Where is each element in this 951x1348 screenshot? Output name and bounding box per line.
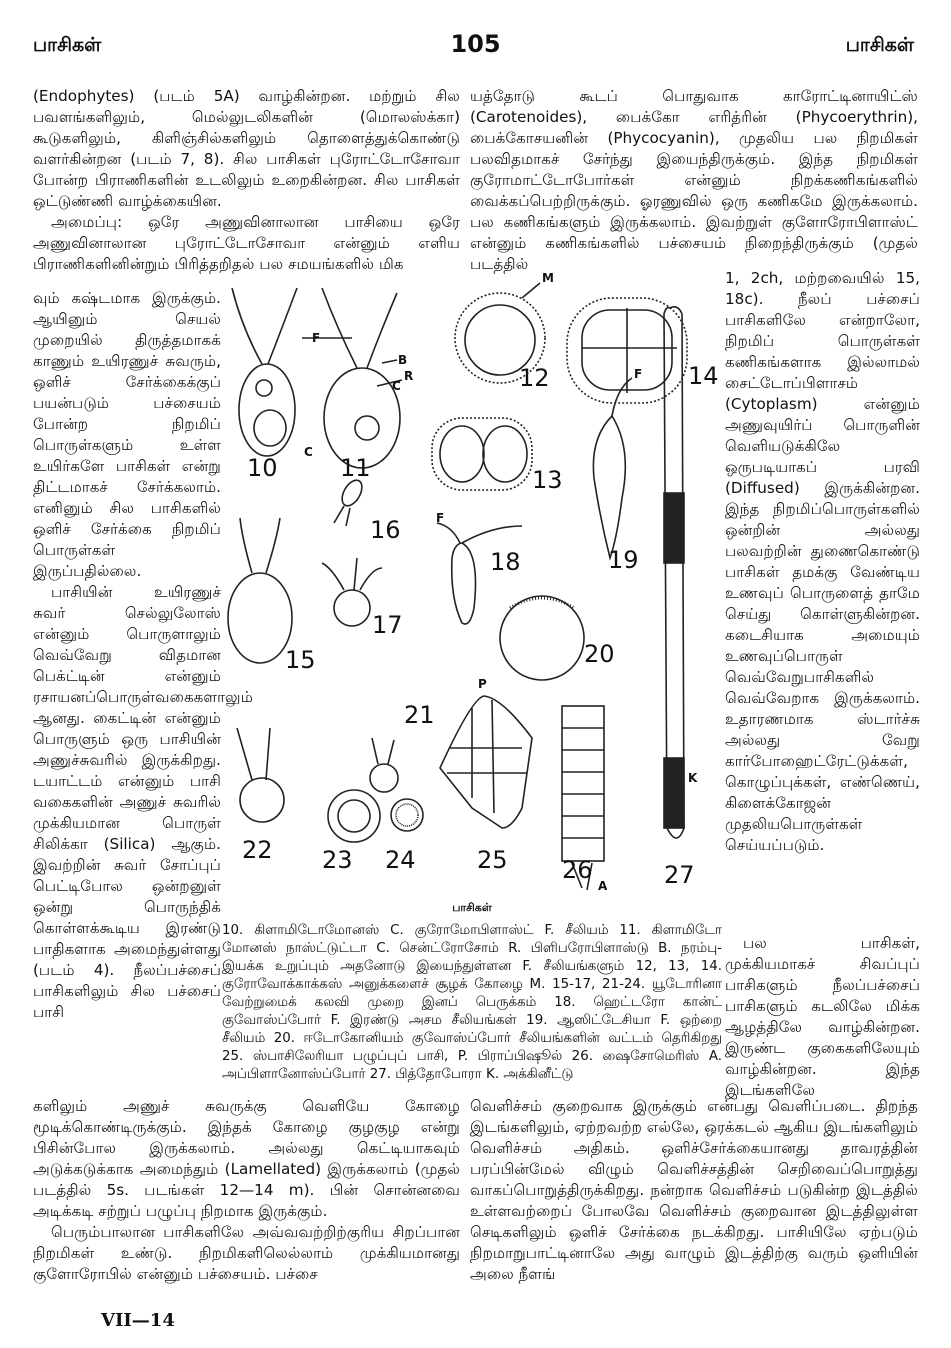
cell-drawing bbox=[254, 410, 286, 446]
figure-number: 21 bbox=[404, 701, 435, 729]
flagella-drawing bbox=[334, 506, 350, 526]
figure-number: 16 bbox=[370, 516, 401, 544]
flagella-drawing bbox=[437, 523, 522, 543]
cell-drawing bbox=[452, 543, 476, 624]
figure-label: F bbox=[436, 511, 445, 525]
paragraph: களிலும் அணுச் சுவருக்கு வெளியே கோழை மூடிக்கொண்டிருக்கும். இந்தக் கோழை குழகுழ என்று பிசின்போல இருக்கலாம். அல்லது கெட்டியாகவும் அடுக்கடுக்காக அமைந்தும் (Lamellated) இருக்கலாம் (முதல் படத்தில் 5s. படங்கள் 12—14 m). பின் சொன்னவை அடிக்கடி சற்றுப் பழுப்பு நிறமாக இருக்கும். bbox=[33, 1097, 460, 1220]
leader-line bbox=[302, 338, 402, 386]
left-column-top bbox=[33, 86, 460, 286]
figure-number: 12 bbox=[519, 364, 550, 392]
figure-label: F bbox=[634, 367, 643, 381]
right-narrow-column bbox=[725, 268, 920, 932]
right-narrow-column-bottom bbox=[725, 933, 920, 1099]
cell-drawing bbox=[355, 416, 379, 440]
running-header-right: பாசிகள் bbox=[845, 34, 914, 56]
cell-drawing bbox=[500, 596, 584, 680]
figure-number: 22 bbox=[242, 836, 273, 864]
paragraph: பல பாசிகள், முக்கியமாகச் சிவப்புப் பாசிகளும் நீலப்பச்சைப் பாசிகளும் கடலிலே மிக்க ஆழத்திலே வாழ்கின்றன. இருண்ட குகைகளிலேயும் வாழ்கின்றன. இந்த இடங்களிலே bbox=[725, 934, 920, 1099]
cell-drawing bbox=[593, 416, 625, 558]
figure-number: 23 bbox=[322, 846, 353, 874]
algae-illustration bbox=[222, 268, 722, 900]
paragraph: (Endophytes) (படம் 5A) வாழ்கின்றன. மற்றும் சில பவளங்களிலும், மெல்லுடலிகளின் (மொலஸ்க்கா) கூடுகளிலும், கிளிஞ்சில்களிலும் தொளைத்துக்கொண்டு வளர்கின்றன (படம் 7, 8). சில பாசிகள் புரோட்டோசோவா போன்ற பிராணிகளின் உடலிலும் உறைகின்றன. சில பாசிகள் ஒட்டுண்ணி வாழ்க்கையின. bbox=[33, 87, 460, 210]
figure-label: C bbox=[304, 445, 313, 459]
cell-drawing bbox=[370, 764, 398, 792]
flagella-drawing bbox=[237, 728, 270, 780]
figure-number: 11 bbox=[340, 454, 371, 482]
right-column-top bbox=[470, 86, 918, 286]
flagella-drawing bbox=[322, 288, 397, 368]
cell-drawing bbox=[256, 380, 272, 396]
figure-label: K bbox=[688, 771, 698, 785]
paragraph: 1, 2ch, மற்றவையில் 15, 18c). நீலப் பச்சைப் பாசிகளிலே என்றாலோ, நிறமிப் பொருள்கள் கணிகங்களாக இல்லாமல் சைட்டோப்பிளாசம் (Cytoplasm) என்னும் அணுவுயிர்ப் பொருளின் வெளியடுக்கிலே ஒருபடியாகப் பரவி (Diffused) இருக்கின்றன. இந்த நிறமிப்பொருள்களில் ஒன்றின் அல்லது பலவற்றின் துணைகொண்டு பாசிகள் தமக்கு வேண்டிய உணவுப் பொருளைத் தாமே செய்து கொள்ளுகின்றன. கடைசியாக அமையும் உணவுப்பொருள் வெவ்வேறுபாசிகளில் வெவ்வேறாக இருக்கலாம். உதாரணமாக ஸ்டார்ச்சு அல்லது வேறு கார்போஹைட்ரேட்டுக்கள், கொழுப்புக்கள், எண்ணெய், கிளைக்கோஜன் முதலியபொருள்கள் செய்யப்படும். bbox=[725, 269, 920, 854]
volume-footer: VII—14 bbox=[101, 1310, 175, 1331]
flagella-drawing bbox=[612, 378, 632, 416]
figure-label: R bbox=[404, 369, 414, 383]
paragraph-pigments: பெரும்பாலான பாசிகளிலே அவ்வவற்றிற்குரிய சிறப்பான நிறமிகள் உண்டு. நிறமிகளிலெல்லாம் முக்கியமானது குளோரோபில் என்னும் பச்சையம். பச்சை bbox=[33, 1223, 460, 1283]
figure-number: 26 bbox=[562, 856, 593, 884]
figure-number: 17 bbox=[372, 611, 403, 639]
figure-number: 18 bbox=[490, 548, 521, 576]
bottom-left-column bbox=[33, 1096, 460, 1292]
figure-label: M bbox=[542, 271, 554, 285]
paragraph-structure: அமைப்பு: ஒரே அணுவினாலான பாசியை ஒரே அணுவினாலான புரோட்டோசோவா என்னும் எளிய பிராணிகளினின்றும் பிரித்தறிதல் பல சமயங்களில் மிக bbox=[33, 213, 460, 273]
paragraph: வும் கஷ்டமாக இருக்கும். ஆயினும் செயல் முறையில் திருத்தமாகக் காணும் உயிரணுச் சுவரும், ஒளிச் சேர்க்கைக்குப் பயன்படும் பச்சையம் போன்ற நிறமிப் பொருள்களும் உள்ள உயிர்களே பாசிகள் என்று திட்டமாகச் சேர்க்கலாம். எனினும் சில பாசிகளில் ஒளிச் சேர்க்கை நிறமிப் பொருள்கள் இருப்பதில்லை. bbox=[33, 289, 221, 580]
cell-drawing bbox=[228, 573, 292, 663]
figure-number: 27 bbox=[664, 861, 695, 889]
page-number: 105 bbox=[450, 30, 501, 58]
figure-label: A bbox=[598, 879, 608, 893]
bottom-right-column bbox=[470, 1096, 918, 1292]
cell-drawing bbox=[432, 418, 532, 490]
figure-number: 13 bbox=[532, 466, 563, 494]
akinete-drawing bbox=[664, 493, 684, 563]
flagella-drawing bbox=[240, 518, 280, 573]
cell-drawing bbox=[440, 426, 484, 482]
figure-number: 14 bbox=[688, 362, 719, 390]
figure-number: 19 bbox=[608, 546, 639, 574]
figure-number: 15 bbox=[285, 646, 316, 674]
cell-drawing bbox=[328, 790, 380, 842]
figure-number: 20 bbox=[584, 640, 615, 668]
flagella-drawing bbox=[232, 288, 297, 364]
akinete-drawing bbox=[664, 758, 684, 828]
figure-label: F bbox=[312, 331, 321, 345]
cell-drawing bbox=[240, 778, 284, 822]
figure-caption: 10. கிளாமிடோமோனஸ் C. குரோமோபிளாஸ்ட் F. சீலியம் 11. கிளாமிடோ மோனஸ் நாஸ்ட்டுட்டா C. சென்ட்ரோசோம் R. பிளிபரோபிளாஸ்டு B. நரம்பு-இயக்க உறுப்பும் அதனோடு இயைந்துள்ளன F. சீலியங்களும் 12, 13, 14. குரோவோக்காக்கஸ் அனுக்களைச் சூழக் கோழை M. 15-17, 21-24. யூடோரினா வேற்றுமைக் கலவி முறை இனப் பெருக்கம் 18. ஹெட்டரோ கான்ட் குவோஸ்ப்போர் F. இரண்டு அசம சீலியங்கள் 19. ஆஸிட்டேசியா F. ஒற்றை சீலியம் 20. ஈடோகோனியம் குவோஸ்ப்போர் சீலியங்களின் வட்டம் தெரிகிறது 25. ஸ்பாசிலேரியா பழுப்புப் பாசி, P. பிராப்பிஷூல் 26. ஷைசோமெரிஸ் A. அப்பிளானோஸ்ப்போர் 27. பித்தோபோரா K. அக்கினீட்டு bbox=[222, 923, 722, 1082]
flagella-drawing bbox=[372, 738, 394, 764]
filament-drawing bbox=[562, 728, 604, 838]
running-header-left: பாசிகள் bbox=[33, 34, 102, 56]
figure-label: C bbox=[392, 379, 401, 393]
figure-label: B bbox=[398, 353, 408, 367]
cell-drawing bbox=[483, 426, 527, 482]
figure-label: P bbox=[478, 677, 487, 691]
cell-drawing bbox=[334, 590, 370, 626]
figure-number: 24 bbox=[385, 846, 416, 874]
cell-drawing bbox=[338, 800, 370, 832]
brown-algae-drawing bbox=[440, 696, 532, 828]
figure-number: 25 bbox=[477, 846, 508, 874]
paragraph-cell-wall: பாசியின் உயிரணுச் சுவர் செல்லுலோஸ் என்னும் பொருளாலும் வெவ்வேறு விதமான பெக்ட்டின் என்னும் ரசாயனப்பொருள்வகைகளாலும் ஆனது. கைட்டின் என்னும் பொருளும் ஒரு பாசியின் அணுச்சுவரில் இருக்கிறது. டயாட்டம் என்னும் பாசி வகைகளின் அணுச் சுவரில் முக்கியமான பொருள் சிலிக்கா (Silica) ஆகும். இவற்றின் சுவர் சோப்புப் பெட்டிபோல ஒன்றனுள் ஒன்று பொருந்திக் கொள்ளக்கூடிய இரண்டு பாதிகளாக அமைந்துள்ளது (படம் 4). நீலப்பச்சைப் பாசிகளிலும் சில பச்சைப் பாசி bbox=[33, 583, 253, 1021]
leader-line bbox=[522, 283, 540, 298]
paragraph: யத்தோடு கூடப் பொதுவாக காரோட்டினாயிட்ஸ் (Carotenoides), பைக்கோ எரித்ரின் (Phycoerythrin), பைக்கோசயனின் (Phycocyanin), முதலிய பல நிறமிகள் பலவிதமாகச் சேர்ந்து இயைந்திருக்கும். இந்த நிறமிகள் குரோமாட்டோபோர்கள் என்னும் நிறக்கணிகங்களில் வைக்கப்பெற்றிருக்கும். ஓரணுவில் ஒரு கணிகமே இருக்கலாம். பல கணிகங்களும் இருக்கலாம். இவற்றுள் குளோரோபிளாஸ்ட் என்னும் கணிகங்களில் பச்சையம் நிறைந்திருக்கும் (முதல் படத்தில் bbox=[470, 87, 918, 273]
left-narrow-column bbox=[33, 288, 253, 1088]
figure-number: 10 bbox=[247, 454, 278, 482]
cell-drawing bbox=[396, 804, 418, 826]
algae-drawings bbox=[222, 268, 722, 900]
flagella-drawing bbox=[322, 558, 382, 590]
figure-title: பாசிகள் bbox=[452, 901, 492, 914]
paragraph: வெளிச்சம் குறைவாக இருக்கும் என்பது வெளிப்படை. திறந்த இடங்களிலும், ஏற்றவற்ற எல்லே, ஒரக்கடல் ஆகிய இடங்களிலும் வெளிச்சம் அதிகம். ஒளிச்சேர்க்கையானது தாவரத்தின் பரப்பின்மேல் விழும் வெளிச்சத்தின் செறிவைப்பொறுத்து வாகப்பொறுத்திருக்கிறது. நன்றாக வெளிச்சம் படுகின்ற இடத்தில் உள்ளவற்றைப் போலவே வெளிச்சம் குறைவான இடத்திலுள்ள செடிகளிலும் ஒளிச் சேர்க்கை நடக்கிறது. பாசியிலே ஏற்படும் நிறமாறுபாட்டினாலே அது வாழும் இடத்திற்கு வரும் ஒளியின் அலை நீளங் bbox=[470, 1097, 918, 1283]
